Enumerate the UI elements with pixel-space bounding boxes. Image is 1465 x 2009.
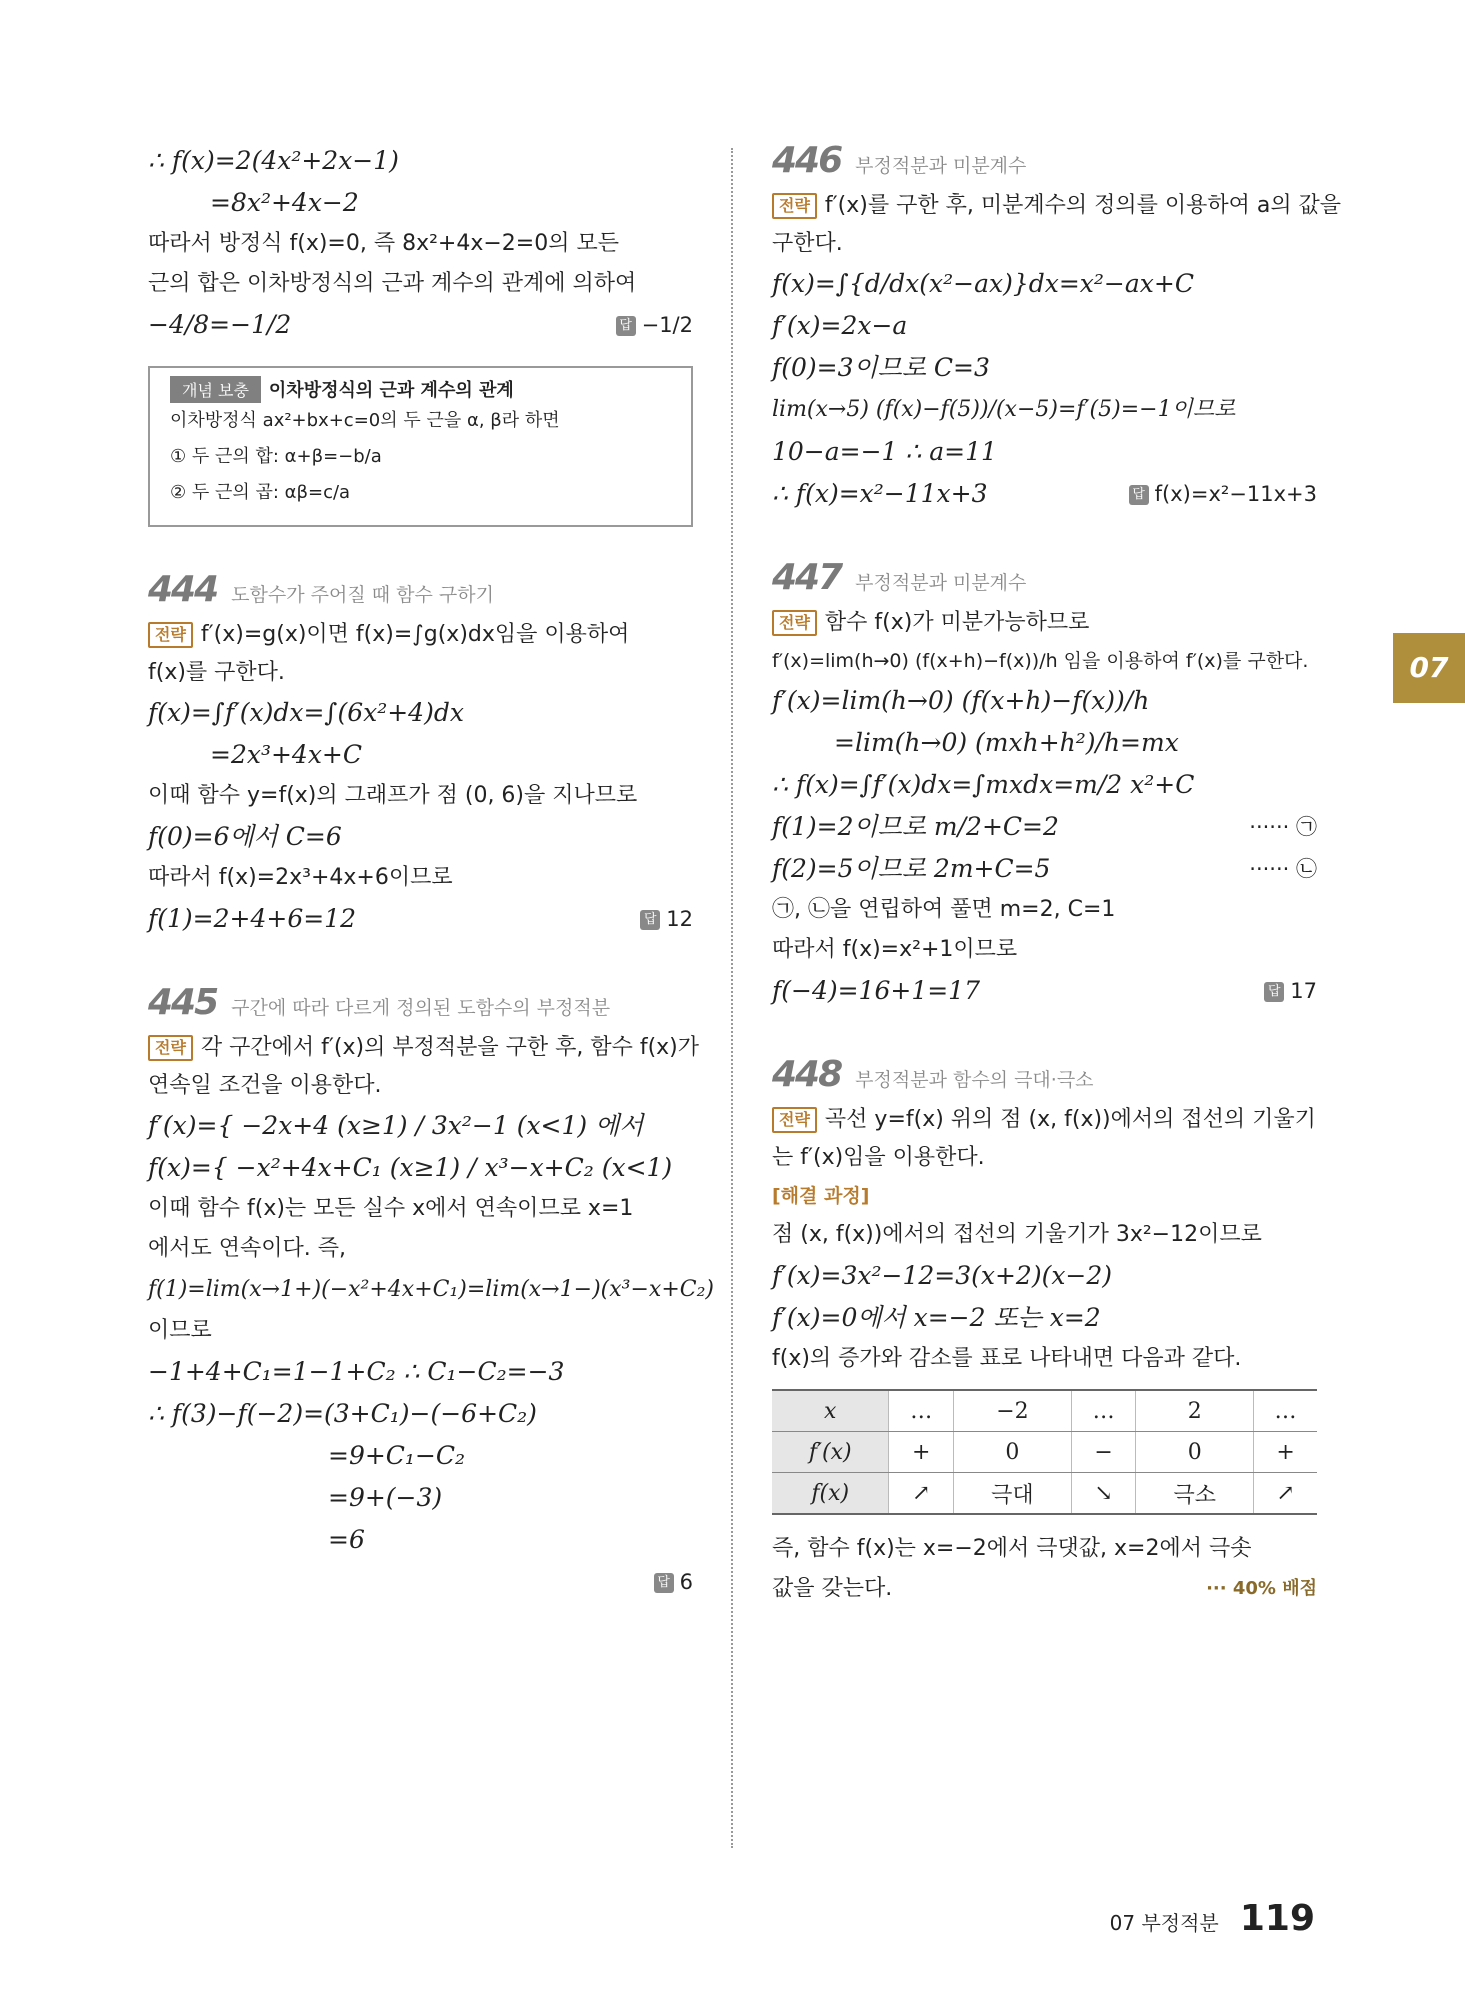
table-cell: … [1071,1390,1136,1432]
table-cell: 극대 [954,1473,1072,1515]
problem-title: 도함수가 주어질 때 함수 구하기 [231,584,494,606]
answer-icon: 답 [616,316,636,336]
problem-number: 446 [772,140,842,181]
table-row [772,1473,1317,1515]
eq-line: =9+C₁−C₂ [328,1441,466,1470]
text-line: 에서도 연속이다. 즉, [148,1236,346,1261]
eq-line [772,848,1317,890]
problem-number: 445 [148,982,218,1023]
table-cell: x [772,1390,889,1432]
table-cell: f(x) [772,1473,889,1515]
equation-marker: ······ ㉡ [1249,857,1317,881]
text-line: ㉠, ㉡을 연립하여 풀면 m=2, C=1 [772,897,1116,922]
eq-line: ∴ f(x)=2(4x²+2x−1) [148,146,399,175]
eq-line: f(1)=lim(x→1+)(−x²+4x+C₁)=lim(x→1−)(x³−x+C₂) [148,1277,714,1302]
strategy-text: 함수 f(x)가 미분가능하므로 [824,610,1090,635]
strategy-tag: 전략 [772,610,817,636]
eq-line: f′(x)=0에서 x=−2 또는 x=2 [772,1303,1101,1332]
table-cell: − [1071,1432,1136,1473]
eq-line [148,304,693,346]
text-line: 따라서 f(x)=2x³+4x+6이므로 [148,865,453,890]
eq-line: f(0)=6에서 C=6 [148,822,342,851]
right-column [772,140,1342,1609]
eq-text: −4/8=−1/2 [148,310,292,339]
eq-line: 10−a=−1 ∴ a=11 [772,437,997,466]
eq-line: −1+4+C₁=1−1+C₂ ∴ C₁−C₂=−3 [148,1357,565,1386]
strategy-tag: 전략 [148,1035,193,1061]
answer [1264,970,1317,1012]
table-row [772,1390,1317,1432]
eq-line [772,970,1317,1012]
text-line: 즉, 함수 f(x)는 x=−2에서 극댓값, x=2에서 극솟 [772,1536,1252,1561]
eq-line [148,898,693,940]
text-line: 따라서 방정식 f(x)=0, 즉 8x²+4x−2=0의 모든 [148,231,619,256]
strategy-tag: 전략 [772,193,817,219]
text-span: 값을 갖는다. [772,1576,893,1601]
table-cell: … [1254,1390,1317,1432]
answer-value: 12 [666,907,693,931]
answer-icon: 답 [1129,485,1149,505]
eq-line: f′(x)=lim(h→0) (f(x+h)−f(x))/h [772,686,1150,715]
problem-447 [772,557,1317,1012]
answer-icon: 답 [640,910,660,930]
text-line: 근의 합은 이차방정식의 근과 계수의 관계에 의하여 [148,271,637,296]
answer [654,1561,693,1603]
text-line: 이므로 [148,1318,212,1343]
table-cell: 극소 [1136,1473,1254,1515]
problem-445 [148,982,714,1603]
problem-title: 부정적분과 미분계수 [855,155,1027,177]
problem-446 [772,140,1342,515]
concept-title: 이차방정식의 근과 계수의 관계 [268,380,514,401]
table-cell: ↗ [1254,1473,1317,1515]
eq-line: =9+(−3) [328,1483,443,1512]
text-line: 따라서 f(x)=x²+1이므로 [772,937,1018,962]
eq-line [148,1561,693,1603]
strategy-line [148,616,693,654]
answer-value: −1/2 [641,313,693,337]
strategy-line: 연속일 조건을 이용한다. [148,1073,382,1098]
strategy-text: 각 구간에서 f′(x)의 부정적분을 구한 후, 함수 f(x)가 [200,1035,700,1060]
column-divider [731,148,733,1848]
problem-title: 구간에 따라 다르게 정의된 도함수의 부정적분 [231,997,611,1019]
eq-line [772,806,1317,848]
strategy-line [772,1101,1317,1139]
eq-text: ∴ f(x)=x²−11x+3 [772,479,988,508]
table-cell: 2 [1136,1390,1254,1432]
chapter-tab: 07 [1393,633,1465,703]
score-note: ··· 40% 배점 [1206,1578,1317,1599]
increase-decrease-table [772,1389,1317,1515]
left-column [148,140,714,1603]
eq-line: f(x)={ −x²+4x+C₁ (x≥1) / x³−x+C₂ (x<1) [148,1153,673,1182]
answer [640,898,693,940]
eq-text: f(1)=2이므로 m/2+C=2 [772,812,1059,841]
answer-value: f(x)=x²−11x+3 [1154,482,1317,506]
problem-444 [148,569,693,940]
eq-line: f(x)=∫f′(x)dx=∫(6x²+4)dx [148,698,464,727]
text-line: 이때 함수 y=f(x)의 그래프가 점 (0, 6)을 지나므로 [148,783,638,808]
strategy-line [772,604,1317,642]
problem-title: 부정적분과 함수의 극대·극소 [855,1069,1094,1091]
answer-value: 6 [679,1570,693,1594]
eq-line: f(0)=3이므로 C=3 [772,353,990,382]
eq-line: lim(x→5) (f(x)−f(5))/(x−5)=f′(5)=−1이므로 [772,397,1236,422]
strategy-text: f′(x)=g(x)이면 f(x)=∫g(x)dx임을 이용하여 [200,622,630,647]
table-cell: ↗ [889,1473,954,1515]
text-line: f(x)의 증가와 감소를 표로 나타내면 다음과 같다. [772,1346,1242,1371]
answer-value: 17 [1290,979,1317,1003]
eq-line: f(x)=∫{d/dx(x²−ax)}dx=x²−ax+C [772,269,1194,298]
table-cell: … [889,1390,954,1432]
page-number: 119 [1239,1898,1315,1939]
text-line: 점 (x, f(x))에서의 접선의 기울기가 3x²−12이므로 [772,1222,1262,1247]
eq-line: =6 [328,1525,365,1554]
strategy-line: f′(x)=lim(h→0) (f(x+h)−f(x))/h 임을 이용하여 f′(x)를 구한다. [772,650,1309,672]
eq-line: f′(x)={ −2x+4 (x≥1) / 3x²−1 (x<1) 에서 [148,1111,644,1140]
strategy-tag: 전략 [772,1107,817,1133]
table-cell: ↘ [1071,1473,1136,1515]
text-line: 이때 함수 f(x)는 모든 실수 x에서 연속이므로 x=1 [148,1196,634,1221]
concept-line: ② 두 근의 곱: αβ=c/a [170,482,351,503]
answer [616,304,693,346]
eq-line: =8x²+4x−2 [210,188,359,217]
table-cell: −2 [954,1390,1072,1432]
answer-icon: 답 [1264,982,1284,1002]
problem-number: 447 [772,557,842,598]
eq-line [772,473,1317,515]
eq-line: f′(x)=2x−a [772,311,908,340]
page-footer [1110,1898,1315,1939]
eq-text: f(2)=5이므로 2m+C=5 [772,854,1051,883]
strategy-line: 는 f′(x)임을 이용한다. [772,1145,985,1170]
strategy-line [772,187,1342,225]
strategy-text: f′(x)를 구한 후, 미분계수의 정의를 이용하여 a의 값을 [824,193,1342,218]
concept-line: 이차방정식 ax²+bx+c=0의 두 근을 α, β라 하면 [170,410,560,431]
eq-line: =lim(h→0) (mxh+h²)/h=mx [834,728,1179,757]
concept-tag: 개념 보충 [170,376,261,403]
concept-box [148,366,693,527]
eq-line: =2x³+4x+C [210,740,363,769]
eq-line: ∴ f(x)=∫f′(x)dx=∫mxdx=m/2 x²+C [772,770,1195,799]
text-line [772,1569,1317,1609]
strategy-line: f(x)를 구한다. [148,660,285,685]
eq-text: f(−4)=16+1=17 [772,976,980,1005]
strategy-line: 구한다. [772,231,843,256]
table-cell: 0 [954,1432,1072,1473]
problem-448 [772,1054,1317,1609]
equation-marker: ······ ㉠ [1249,815,1317,839]
table-row [772,1432,1317,1473]
strategy-text: 곡선 y=f(x) 위의 점 (x, f(x))에서의 접선의 기울기 [824,1107,1316,1132]
eq-line: ∴ f(3)−f(−2)=(3+C₁)−(−6+C₂) [148,1399,537,1428]
strategy-line [148,1029,700,1067]
problem-number: 448 [772,1054,842,1095]
process-label: [해결 과정] [772,1185,870,1207]
strategy-tag: 전략 [148,622,193,648]
table-cell: f′(x) [772,1432,889,1473]
table-cell: + [889,1432,954,1473]
concept-line: ① 두 근의 합: α+β=−b/a [170,446,382,467]
eq-text: f(1)=2+4+6=12 [148,904,356,933]
answer-icon: 답 [654,1573,674,1593]
problem-title: 부정적분과 미분계수 [855,572,1027,594]
problem-number: 444 [148,569,218,610]
answer [1129,473,1317,515]
eq-line: f′(x)=3x²−12=3(x+2)(x−2) [772,1261,1113,1290]
table-cell: 0 [1136,1432,1254,1473]
table-cell: + [1254,1432,1317,1473]
chapter-name: 07 부정적분 [1109,1911,1219,1935]
